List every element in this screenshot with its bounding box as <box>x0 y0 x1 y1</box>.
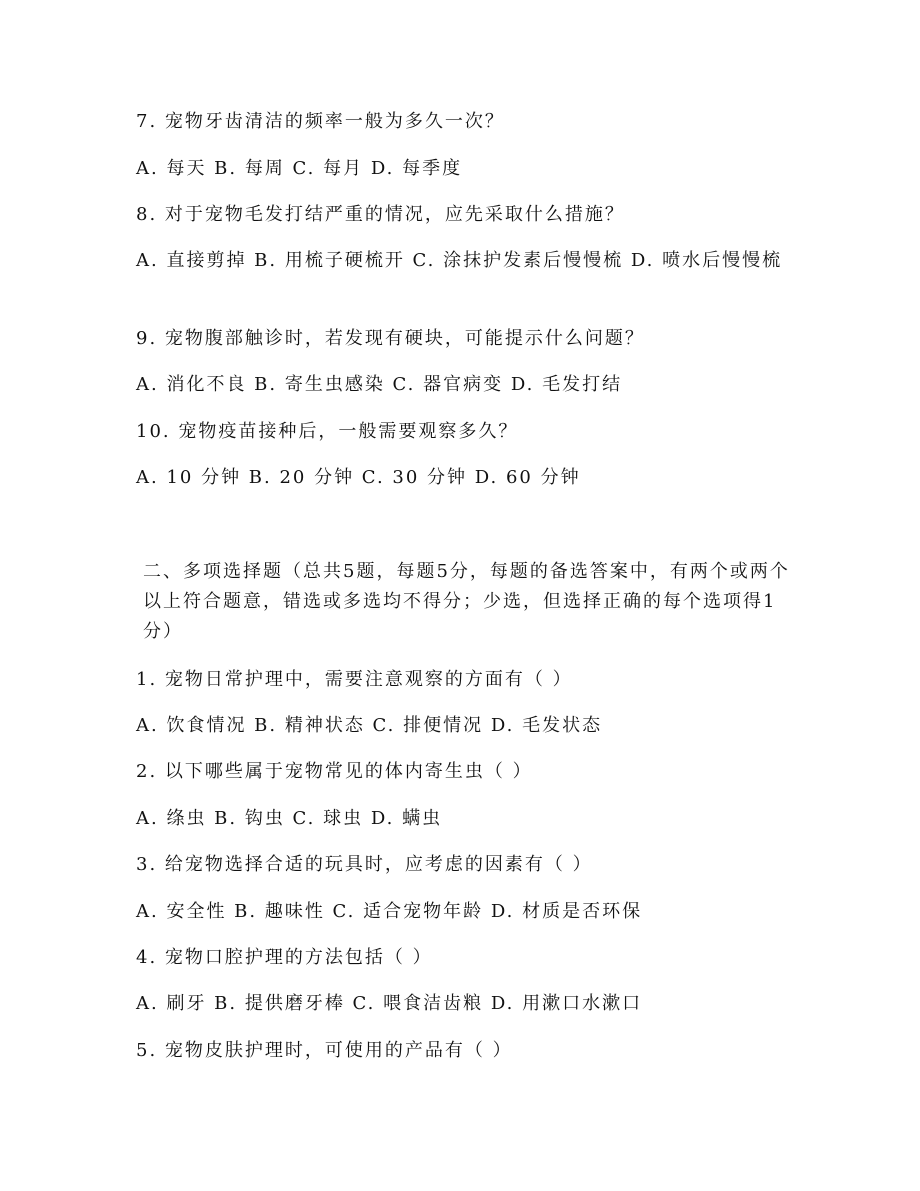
mc-question-4-options: A. 刷牙 B. 提供磨牙棒 C. 喂食洁齿粮 D. 用漱口水漱口 <box>136 993 643 1014</box>
question-9-options: A. 消化不良 B. 寄生虫感染 C. 器官病变 D. 毛发打结 <box>136 374 623 395</box>
question-9: 9. 宠物腹部触诊时，若发现有硬块，可能提示什么问题？ <box>136 328 645 349</box>
mc-question-1: 1. 宠物日常护理中，需要注意观察的方面有（ ） <box>136 669 573 690</box>
question-8-options: A. 直接剪掉 B. 用梳子硬梳开 C. 涂抹护发素后慢慢梳 D. 喷水后慢慢梳 <box>136 250 783 271</box>
section-heading-multiple-choice: 二、多项选择题（总共5题，每题5分，每题的备选答案中，有两个或两个以上符合题意，错选或多选均不得分；少选，但选择正确的每个选项得1分） <box>143 561 790 642</box>
mc-question-3: 3. 给宠物选择合适的玩具时，应考虑的因素有（ ） <box>136 854 593 875</box>
mc-question-1-options: A. 饮食情况 B. 精神状态 C. 排便情况 D. 毛发状态 <box>136 715 603 736</box>
mc-question-3-options: A. 安全性 B. 趣味性 C. 适合宠物年龄 D. 材质是否环保 <box>136 901 643 922</box>
question-7: 7. 宠物牙齿清洁的频率一般为多久一次？ <box>136 111 505 132</box>
mc-question-2: 2. 以下哪些属于宠物常见的体内寄生虫（ ） <box>136 761 533 782</box>
question-10-options: A. 10 分钟 B. 20 分钟 C. 30 分钟 D. 60 分钟 <box>136 467 581 488</box>
question-10: 10. 宠物疫苗接种后，一般需要观察多久？ <box>136 421 519 442</box>
mc-question-4: 4. 宠物口腔护理的方法包括（ ） <box>136 947 433 968</box>
mc-question-2-options: A. 绦虫 B. 钩虫 C. 球虫 D. 螨虫 <box>136 808 443 829</box>
mc-question-5: 5. 宠物皮肤护理时，可使用的产品有（ ） <box>136 1040 513 1061</box>
question-8: 8. 对于宠物毛发打结严重的情况，应先采取什么措施？ <box>136 204 625 225</box>
question-7-options: A. 每天 B. 每周 C. 每月 D. 每季度 <box>136 158 463 179</box>
